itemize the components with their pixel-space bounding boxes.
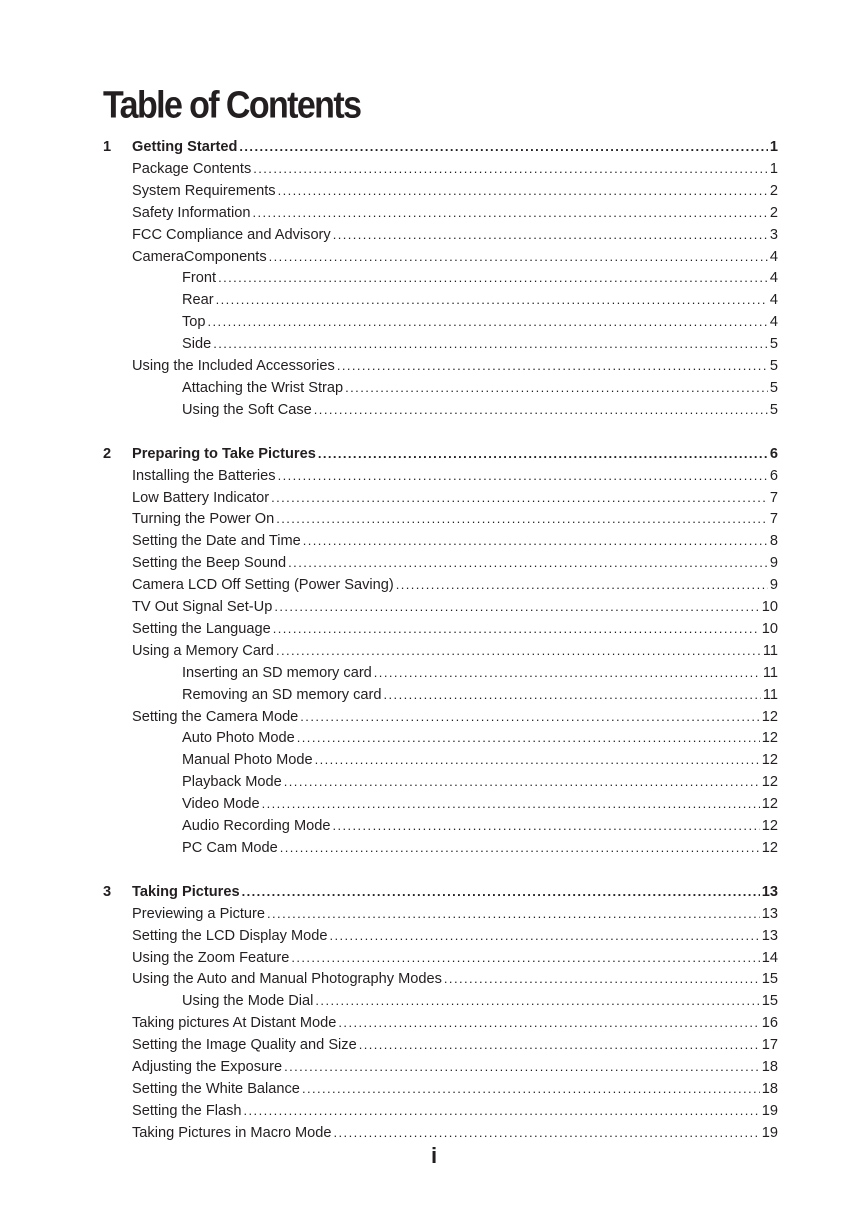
chapter-number: 3 (103, 883, 112, 900)
toc-page-number: 5 (769, 336, 778, 353)
toc-page-number: 12 (761, 730, 778, 747)
toc-page-number: 5 (769, 401, 778, 418)
dot-leader (278, 180, 768, 202)
toc-page-number: 19 (761, 1102, 778, 1119)
toc-entry-label: Playback Mode (182, 774, 282, 791)
toc-entry-label: Setting the LCD Display Mode (132, 927, 328, 944)
toc-entry[interactable] (0, 180, 868, 202)
toc-entry-label: Setting the White Balance (132, 1080, 300, 1097)
dot-leader (300, 706, 759, 728)
toc-entry-row (132, 640, 778, 662)
toc-page-number: 1 (769, 160, 778, 177)
toc-chapter-heading[interactable] (0, 443, 868, 465)
dot-leader (332, 815, 759, 837)
toc-entry-row (132, 968, 778, 990)
dot-leader (276, 508, 768, 530)
toc-entry-row (132, 355, 778, 377)
toc-entry[interactable] (0, 1034, 868, 1056)
toc-entry[interactable] (0, 552, 868, 574)
toc-entry[interactable] (0, 399, 868, 421)
toc-entry-row (132, 947, 778, 969)
toc-entry[interactable] (0, 947, 868, 969)
toc-entry[interactable] (0, 1078, 868, 1100)
dot-leader (244, 1100, 760, 1122)
toc-entry-row (132, 596, 778, 618)
dot-leader (239, 136, 767, 158)
toc-entry-row (182, 267, 778, 289)
toc-page-number: 13 (761, 883, 778, 900)
dot-leader (284, 1056, 760, 1078)
chapter-number: 2 (103, 445, 112, 462)
toc-entry-label: Previewing a Picture (132, 905, 266, 922)
toc-entry-label: Using the Zoom Feature (132, 949, 290, 966)
toc-entry-label: Setting the Beep Sound (132, 555, 287, 572)
dot-leader (359, 1034, 760, 1056)
toc-entry-row (132, 574, 778, 596)
toc-page-number: 7 (769, 511, 778, 528)
toc-entry-label: Adjusting the Exposure (132, 1059, 283, 1075)
toc-chapter-heading[interactable] (0, 136, 868, 158)
toc-entry-row (132, 1078, 778, 1100)
toc-page-number: 13 (761, 927, 778, 944)
toc-entry[interactable] (0, 1122, 868, 1144)
toc-entry[interactable] (0, 224, 868, 246)
toc-page-number: 14 (761, 949, 778, 966)
toc-page-number: 12 (761, 818, 778, 834)
toc-entry[interactable] (0, 771, 868, 793)
toc-page-number: 10 (761, 620, 778, 637)
toc-entry-row (132, 925, 778, 947)
toc-page-number: 12 (761, 774, 778, 791)
toc-entry-label: Top (182, 314, 206, 331)
toc-page-number: 3 (769, 226, 778, 243)
dot-leader (284, 771, 760, 793)
toc-entry-label: Auto Photo Mode (182, 730, 295, 747)
toc-entry-row (182, 333, 778, 355)
toc-entry-label: PC Cam Mode (182, 839, 278, 856)
toc-entry-label: Setting the Image Quality and Size (132, 1037, 357, 1054)
toc-page-number: 17 (761, 1037, 778, 1054)
toc-entry[interactable] (0, 487, 868, 509)
dot-leader (396, 574, 768, 596)
toc-entry[interactable] (0, 925, 868, 947)
toc-entry-label: Camera LCD Off Setting (Power Saving) (132, 577, 394, 594)
toc-entry-row (132, 903, 778, 925)
toc-page-number: 11 (762, 664, 778, 681)
toc-entry[interactable] (0, 727, 868, 749)
toc-entry-row (132, 1012, 778, 1034)
dot-leader (242, 881, 760, 903)
toc-entry[interactable] (0, 640, 868, 662)
toc-entry[interactable] (0, 618, 868, 640)
toc-page-number: 8 (769, 533, 778, 550)
toc-entry[interactable] (0, 508, 868, 530)
toc-entry-label: System Requirements (132, 182, 276, 199)
toc-entry-row (182, 749, 778, 771)
toc-entry-row (132, 530, 778, 552)
toc-entry-label: Installing the Batteries (132, 467, 276, 484)
dot-leader (444, 968, 760, 990)
toc-page-number: 4 (769, 292, 778, 309)
toc-entry[interactable] (0, 990, 868, 1012)
toc-entry[interactable] (0, 1056, 868, 1078)
toc-entry[interactable] (0, 1012, 868, 1034)
toc-entry-label: Using the Soft Case (182, 401, 312, 418)
dot-leader (302, 1078, 760, 1100)
toc-entry-row (132, 180, 778, 202)
toc-entry-row (182, 684, 778, 706)
dot-leader (269, 246, 768, 268)
toc-entry-label: Preparing to Take Pictures (132, 445, 316, 462)
toc-entry-label: Attaching the Wrist Strap (182, 379, 344, 396)
dot-leader (218, 267, 768, 289)
toc-entry-label: Video Mode (182, 796, 260, 813)
toc-entry-label: Removing an SD memory card (182, 686, 382, 703)
toc-page-number: 12 (761, 752, 778, 769)
page-number: i (430, 1143, 438, 1168)
dot-leader (276, 640, 761, 662)
toc-page-number: 11 (762, 686, 778, 703)
dot-leader (303, 530, 768, 552)
toc-entry-label: Using the Included Accessories (132, 358, 335, 374)
toc-entry-row (182, 311, 778, 333)
toc-entry-row (132, 618, 778, 640)
toc-entry-row (132, 443, 778, 465)
dot-leader (213, 333, 768, 355)
toc-entry-label: FCC Compliance and Advisory (132, 226, 331, 243)
dot-leader (330, 925, 760, 947)
toc-page-number: 7 (769, 489, 778, 506)
toc-page-number: 12 (761, 839, 778, 856)
toc-entry[interactable] (0, 465, 868, 487)
dot-leader (267, 903, 760, 925)
toc-page-number: 1 (769, 139, 778, 155)
toc-entry-row (132, 465, 778, 487)
toc-page-number: 16 (761, 1015, 778, 1032)
toc-page-number: 11 (762, 642, 778, 659)
toc-page-number: 6 (769, 467, 778, 484)
dot-leader (315, 990, 759, 1012)
toc-entry[interactable] (0, 574, 868, 596)
dot-leader (262, 793, 760, 815)
toc-page-number: 9 (769, 555, 778, 572)
toc-entry-row (132, 706, 778, 728)
toc-page-number: 4 (769, 248, 778, 265)
toc-entry-label: Using the Auto and Manual Photography Modes (132, 971, 442, 988)
toc-entry-row (182, 727, 778, 749)
toc-entry-row (182, 399, 778, 421)
toc-entry-label: Taking Pictures in Macro Mode (132, 1124, 332, 1141)
page-title: Table of Contents (103, 84, 361, 127)
toc-entry-row (132, 881, 778, 903)
toc-entry-label: Using a Memory Card (132, 642, 274, 659)
toc-page-number: 15 (761, 993, 778, 1010)
dot-leader (288, 552, 768, 574)
dot-leader (216, 289, 768, 311)
toc-entry[interactable] (0, 837, 868, 859)
toc-entry[interactable] (0, 530, 868, 552)
toc-entry-row (132, 246, 778, 268)
toc-entry[interactable] (0, 903, 868, 925)
toc-entry-label: Package Contents (132, 160, 252, 177)
toc-entry[interactable] (0, 355, 868, 377)
toc-page-number: 5 (769, 379, 778, 396)
toc-entry-row (132, 508, 778, 530)
toc-entry-row (132, 1122, 778, 1144)
dot-leader (337, 355, 768, 377)
toc-entry[interactable] (0, 684, 868, 706)
toc-entry-label: Low Battery Indicator (132, 489, 270, 506)
toc-entry-row (132, 1100, 778, 1122)
toc-entry-row (132, 487, 778, 509)
toc-entry[interactable] (0, 333, 868, 355)
dot-leader (314, 399, 768, 421)
dot-leader (253, 158, 768, 180)
toc-entry[interactable] (0, 202, 868, 224)
toc-chapter-heading[interactable] (0, 881, 868, 903)
toc-entry-row (132, 136, 778, 158)
dot-leader (384, 684, 761, 706)
toc-entry-row (182, 815, 778, 837)
toc-entry-label: Side (182, 336, 212, 353)
toc-entry-row (132, 158, 778, 180)
toc-entry[interactable] (0, 662, 868, 684)
toc-entry-label: Getting Started (132, 139, 238, 155)
dot-leader (334, 1122, 760, 1144)
toc-entry-label: CameraComponents (132, 248, 267, 265)
chapter-number: 1 (103, 139, 112, 155)
toc-page-number: 2 (769, 182, 778, 199)
toc-page-number: 18 (761, 1080, 778, 1097)
toc-entry-row (182, 837, 778, 859)
toc-entry-row (182, 793, 778, 815)
dot-leader (273, 618, 760, 640)
toc-page-number: 6 (769, 445, 778, 462)
toc-entry[interactable] (0, 749, 868, 771)
dot-leader (278, 465, 768, 487)
toc-entry-row (182, 771, 778, 793)
toc-page-number: 4 (769, 314, 778, 331)
toc-entry-label: Safety Information (132, 204, 251, 221)
dot-leader (271, 487, 768, 509)
toc-entry-label: Taking Pictures (132, 883, 240, 900)
toc-entry[interactable] (0, 246, 868, 268)
toc-entry-label: Turning the Power On (132, 511, 275, 528)
dot-leader (252, 202, 767, 224)
toc-entry[interactable] (0, 596, 868, 618)
toc-page-number: 2 (769, 204, 778, 221)
toc-page-number: 9 (769, 577, 778, 594)
toc-entry[interactable] (0, 793, 868, 815)
toc-entry-label: Inserting an SD memory card (182, 664, 372, 681)
dot-leader (280, 837, 760, 859)
dot-leader (274, 596, 759, 618)
toc-page-number: 13 (761, 905, 778, 922)
toc-entry-label: Setting the Flash (132, 1102, 242, 1119)
dot-leader (374, 662, 761, 684)
toc-entry-label: Rear (182, 292, 214, 309)
toc-entry-label: Taking pictures At Distant Mode (132, 1015, 337, 1032)
toc-entry-row (182, 990, 778, 1012)
toc-entry-row (132, 202, 778, 224)
toc-entry-label: Using the Mode Dial (182, 993, 314, 1010)
dot-leader (208, 311, 768, 333)
toc-entry[interactable] (0, 267, 868, 289)
dot-leader (315, 749, 760, 771)
toc-entry[interactable] (0, 815, 868, 837)
toc-entry-label: Front (182, 270, 217, 287)
toc-entry[interactable] (0, 377, 868, 399)
toc-page-number: 18 (761, 1059, 778, 1075)
toc-entry[interactable] (0, 311, 868, 333)
toc-entry[interactable] (0, 968, 868, 990)
toc-page-number: 12 (761, 796, 778, 813)
toc-page-number: 5 (769, 358, 778, 374)
dot-leader (338, 1012, 759, 1034)
toc-entry[interactable] (0, 289, 868, 311)
dot-leader (291, 947, 759, 969)
dot-leader (297, 727, 760, 749)
toc-entry-label: Audio Recording Mode (182, 818, 331, 834)
toc-entry[interactable] (0, 706, 868, 728)
toc-entry[interactable] (0, 158, 868, 180)
toc-entry-label: Manual Photo Mode (182, 752, 313, 769)
dot-leader (345, 377, 768, 399)
toc-page-number: 4 (769, 270, 778, 287)
toc-page-number: 10 (761, 599, 778, 615)
toc-entry[interactable] (0, 1100, 868, 1122)
toc-entry-row (132, 224, 778, 246)
toc-entry-label: Setting the Language (132, 620, 271, 637)
toc-page-number: 19 (761, 1124, 778, 1141)
toc-entry-row (132, 552, 778, 574)
toc-entry-row (182, 377, 778, 399)
dot-leader (333, 224, 768, 246)
toc-entry-label: TV Out Signal Set-Up (132, 599, 273, 615)
toc-entry-row (182, 289, 778, 311)
toc-entry-row (132, 1056, 778, 1078)
toc-entry-row (132, 1034, 778, 1056)
toc-page-number: 15 (761, 971, 778, 988)
toc-entry-row (182, 662, 778, 684)
dot-leader (318, 443, 768, 465)
toc-entry-label: Setting the Date and Time (132, 533, 301, 550)
toc-entry-label: Setting the Camera Mode (132, 708, 299, 725)
toc-page-number: 12 (761, 708, 778, 725)
